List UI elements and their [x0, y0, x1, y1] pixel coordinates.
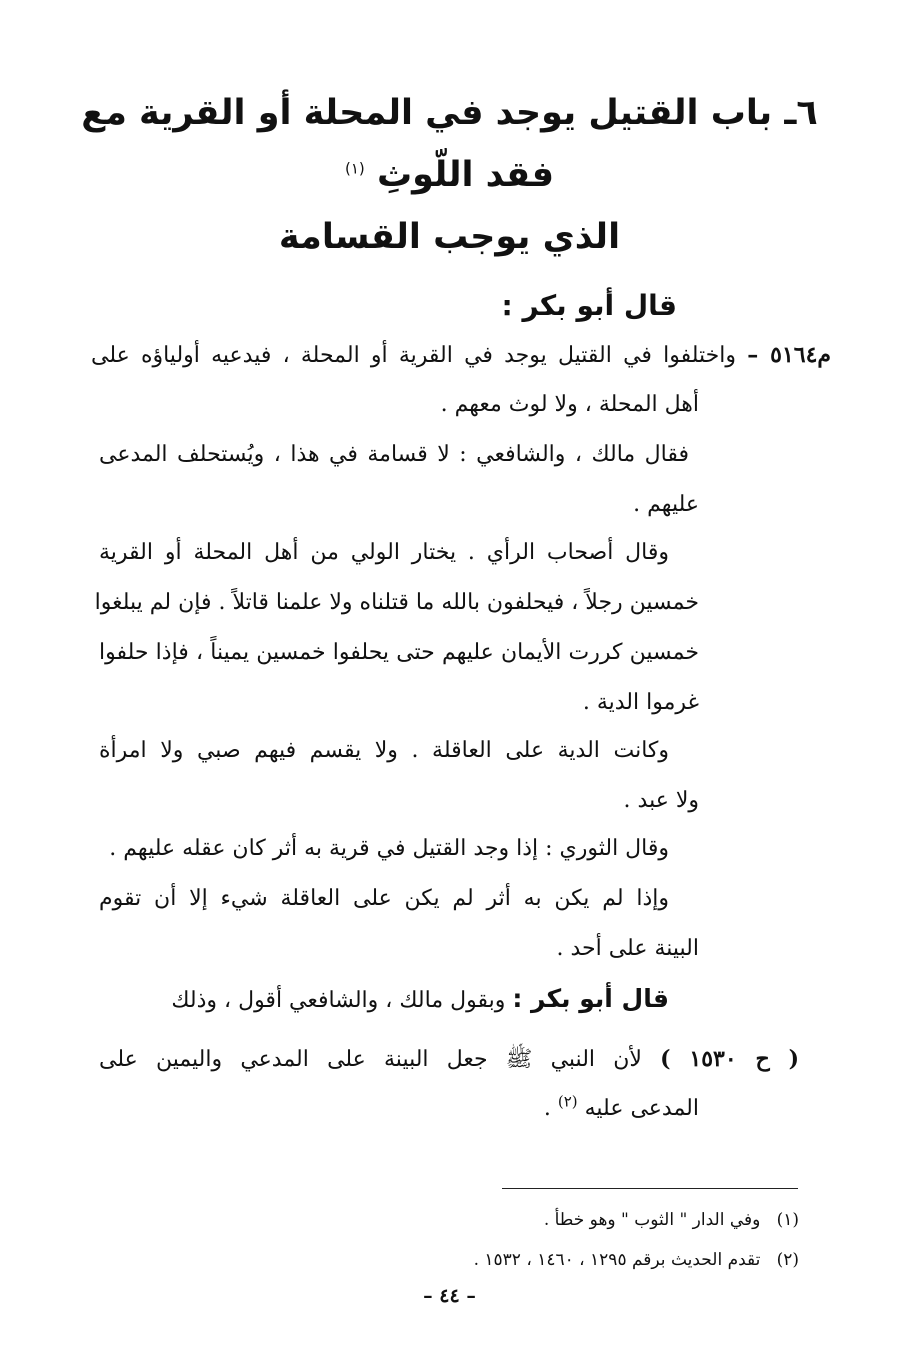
entry-line-2: أهل المحلة ، ولا لوث معهم .	[440, 392, 699, 417]
paragraph-malik-line-2: عليهم .	[633, 492, 699, 517]
conclusion-bold: قال أبو بكر :	[512, 984, 669, 1013]
paragraph-ray-line-2: خمسين رجلاً ، فيحلفون بالله ما قتلناه ولا علمنا قاتلاً . فإن لم يبلغوا	[94, 590, 699, 615]
hadith-text-1: لأن النبي ﷺ جعل البينة على المدعي واليمين على	[99, 1047, 642, 1072]
hadith-number: ( ح ١٥٣٠ )	[660, 1046, 799, 1072]
footnote-ref-2: (٢)	[557, 1092, 578, 1111]
paragraph-thawri-line-1: وقال الثوري : إذا وجد القتيل في قرية به أثر كان عقله عليهم .	[109, 836, 669, 861]
paragraph-ray-line-3: خمسين كررت الأيمان عليهم حتى يحلفوا خمسين يميناً ، فإذا حلفوا	[99, 640, 699, 665]
footnote-2-text: تقدم الحديث برقم ١٢٩٥ ، ١٤٦٠ ، ١٥٣٢ .	[473, 1250, 761, 1270]
chapter-title-text-1: ٦ـ باب القتيل يوجد في المحلة أو القرية مع فقد اللّوثِ	[81, 93, 818, 195]
paragraph-aqila-line-2: ولا عبد .	[623, 788, 699, 813]
paragraph-thawri-line-2: وإذا لم يكن به أثر لم يكن على العاقلة شيء إلا أن تقوم	[99, 886, 669, 911]
page-number: – ٤٤ –	[423, 1285, 476, 1307]
hadith-text-2: المدعى عليه	[584, 1096, 699, 1121]
chapter-title-line-2: الذي يوجب القسامة	[278, 217, 621, 257]
paragraph-ray-line-1: وقال أصحاب الرأي . يختار الولي من أهل المحلة أو القرية	[99, 540, 669, 565]
chapter-title	[60, 82, 839, 268]
footnote-2-marker: (٢)	[776, 1250, 799, 1270]
hadith-text-2-end: .	[543, 1096, 551, 1121]
hadith-line-1	[99, 1040, 799, 1079]
entry-number: م٥١٦٤ –	[747, 342, 832, 368]
footnote-1-text: وفي الدار " الثوب " وهو خطأ .	[543, 1210, 761, 1230]
paragraph-malik-line-1: فقال مالك ، والشافعي : لا قسامة في هذا ، ويُستحلف المدعى	[99, 442, 689, 467]
footnote-1-marker: (١)	[776, 1210, 799, 1230]
conclusion-line	[171, 980, 669, 1020]
footnote-ref-1: (١)	[344, 159, 365, 178]
footnote-divider	[502, 1188, 798, 1189]
hadith-line-2	[544, 1090, 699, 1128]
section-lead: قال أبو بكر :	[501, 289, 677, 322]
entry-line-1	[91, 336, 831, 375]
chapter-title-line-1	[60, 82, 839, 206]
paragraph-aqila-line-1: وكانت الدية على العاقلة . ولا يقسم فيهم صبي ولا امرأة	[99, 738, 669, 763]
footnote-1	[544, 1206, 799, 1234]
conclusion-text: وبقول مالك ، والشافعي أقول ، وذلك	[171, 988, 506, 1013]
paragraph-thawri-line-3: البينة على أحد .	[556, 936, 699, 961]
footnote-2	[474, 1246, 799, 1274]
entry-text-1: واختلفوا في القتيل يوجد في القرية أو المحلة ، فيدعيه أولياؤه على	[91, 343, 737, 368]
paragraph-ray-line-4: غرموا الدية .	[582, 690, 699, 715]
